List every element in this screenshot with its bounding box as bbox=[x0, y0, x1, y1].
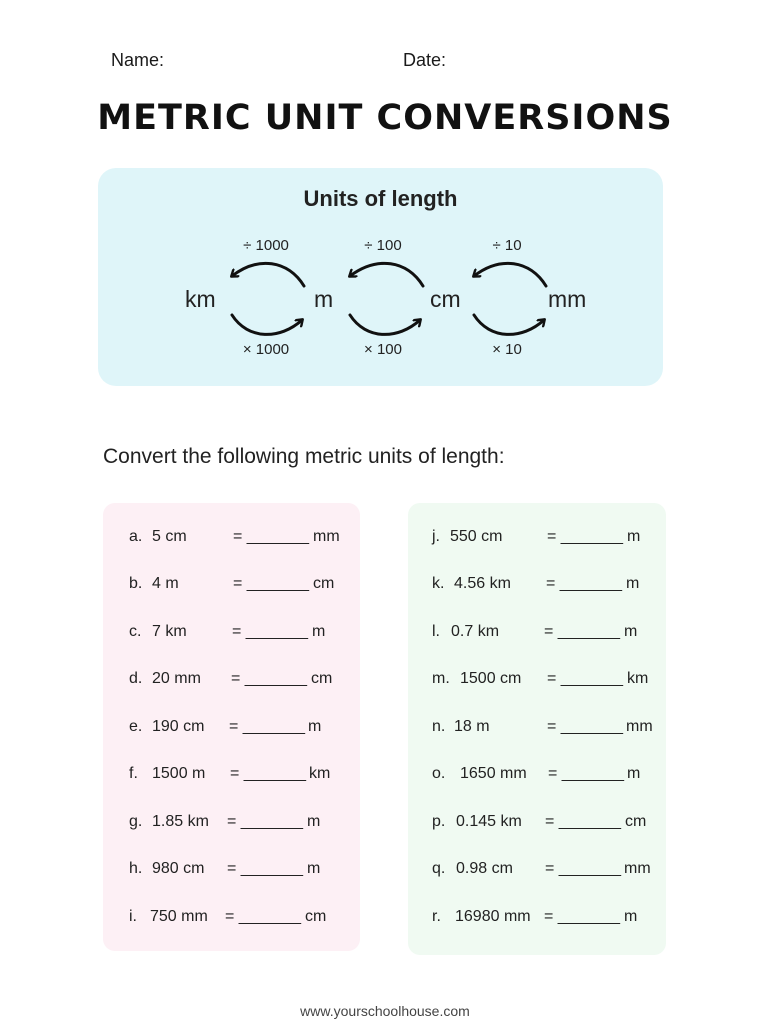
problem-a bbox=[103, 528, 360, 552]
answer-blank[interactable]: = _______ bbox=[231, 670, 308, 687]
problem-letter: l. bbox=[432, 623, 440, 640]
problem-letter: f. bbox=[129, 765, 138, 782]
divide-label-cm-mm: ÷ 10 bbox=[492, 237, 522, 254]
problem-value: 4.56 km bbox=[454, 575, 511, 592]
answer-blank[interactable]: = _______ bbox=[544, 623, 621, 640]
arrow-right-cm-to-mm bbox=[474, 315, 544, 334]
problem-letter: d. bbox=[129, 670, 143, 687]
problem-h bbox=[103, 860, 360, 884]
problem-letter: a. bbox=[129, 528, 143, 545]
problem-q bbox=[408, 860, 666, 884]
problem-i bbox=[103, 908, 360, 932]
target-unit: m bbox=[307, 860, 321, 877]
arrow-right-m-to-cm bbox=[350, 315, 420, 334]
answer-blank[interactable]: = _______ bbox=[547, 718, 624, 735]
answer-blank[interactable]: = _______ bbox=[225, 908, 302, 925]
answer-blank[interactable]: = _______ bbox=[547, 528, 624, 545]
divide-label-m-cm: ÷ 100 bbox=[364, 237, 402, 254]
problem-value: 7 km bbox=[152, 623, 187, 640]
target-unit: m bbox=[627, 528, 641, 545]
problem-value: 550 cm bbox=[450, 528, 503, 545]
problem-value: 190 cm bbox=[152, 718, 205, 735]
unit-mm: mm bbox=[548, 286, 587, 312]
problem-e bbox=[103, 718, 360, 742]
target-unit: km bbox=[627, 670, 649, 687]
target-unit: cm bbox=[313, 575, 335, 592]
divide-label-km-m: ÷ 1000 bbox=[243, 237, 289, 254]
answer-blank[interactable]: = _______ bbox=[548, 765, 625, 782]
answer-blank[interactable]: = _______ bbox=[232, 623, 309, 640]
problem-value: 1.85 km bbox=[152, 813, 209, 830]
answer-blank[interactable]: = _______ bbox=[233, 528, 310, 545]
target-unit: m bbox=[626, 575, 640, 592]
problem-letter: m. bbox=[432, 670, 450, 687]
problem-letter: e. bbox=[129, 718, 143, 735]
problem-letter: r. bbox=[432, 908, 441, 925]
conversion-arrows bbox=[98, 168, 663, 386]
problem-n bbox=[408, 718, 666, 742]
target-unit: m bbox=[627, 765, 641, 782]
footer-url: www.yourschoolhouse.com bbox=[300, 1003, 470, 1019]
arrow-right-km-to-m bbox=[232, 315, 302, 334]
units-of-length-box bbox=[98, 168, 663, 386]
right-problem-panel bbox=[408, 503, 666, 955]
problem-r bbox=[408, 908, 666, 932]
target-unit: cm bbox=[311, 670, 333, 687]
problem-letter: n. bbox=[432, 718, 446, 735]
target-unit: km bbox=[309, 765, 331, 782]
answer-blank[interactable]: = _______ bbox=[227, 813, 304, 830]
problem-o bbox=[408, 765, 666, 789]
answer-blank[interactable]: = _______ bbox=[545, 813, 622, 830]
target-unit: mm bbox=[626, 718, 653, 735]
problem-l bbox=[408, 623, 666, 647]
target-unit: mm bbox=[624, 860, 651, 877]
page-title: METRIC UNIT CONVERSIONS bbox=[97, 98, 673, 138]
answer-blank[interactable]: = _______ bbox=[544, 908, 621, 925]
problem-letter: c. bbox=[129, 623, 142, 640]
problem-value: 20 mm bbox=[152, 670, 201, 687]
answer-blank[interactable]: = _______ bbox=[230, 765, 307, 782]
problem-value: 4 m bbox=[152, 575, 179, 592]
problem-letter: k. bbox=[432, 575, 445, 592]
target-unit: cm bbox=[625, 813, 647, 830]
problem-c bbox=[103, 623, 360, 647]
problem-p bbox=[408, 813, 666, 837]
target-unit: m bbox=[624, 908, 638, 925]
problem-f bbox=[103, 765, 360, 789]
target-unit: mm bbox=[313, 528, 340, 545]
problem-d bbox=[103, 670, 360, 694]
answer-blank[interactable]: = _______ bbox=[229, 718, 306, 735]
problem-value: 0.7 km bbox=[451, 623, 500, 640]
problem-value: 750 mm bbox=[150, 908, 208, 925]
problem-letter: i. bbox=[129, 908, 137, 925]
problem-letter: p. bbox=[432, 813, 446, 830]
arrow-left-mm-to-cm bbox=[474, 263, 546, 286]
target-unit: m bbox=[312, 623, 326, 640]
multiply-label-km-m: × 1000 bbox=[242, 341, 290, 358]
unit-cm: cm bbox=[430, 286, 461, 312]
problem-value: 0.98 cm bbox=[456, 860, 513, 877]
problem-value: 18 m bbox=[454, 718, 490, 735]
answer-blank[interactable]: = _______ bbox=[227, 860, 304, 877]
units-box-title: Units of length bbox=[303, 186, 458, 211]
target-unit: m bbox=[624, 623, 638, 640]
problem-value: 0.145 km bbox=[456, 813, 522, 830]
answer-blank[interactable]: = _______ bbox=[547, 670, 624, 687]
problem-letter: g. bbox=[129, 813, 143, 830]
answer-blank[interactable]: = _______ bbox=[545, 860, 622, 877]
target-unit: cm bbox=[305, 908, 327, 925]
problem-value: 5 cm bbox=[152, 528, 187, 545]
target-unit: m bbox=[308, 718, 322, 735]
problem-letter: b. bbox=[129, 575, 143, 592]
multiply-label-m-cm: × 100 bbox=[364, 341, 402, 358]
arrow-left-cm-to-m bbox=[350, 263, 423, 286]
left-problem-panel bbox=[103, 503, 360, 951]
problem-letter: o. bbox=[432, 765, 446, 782]
problem-j bbox=[408, 528, 666, 552]
problem-letter: q. bbox=[432, 860, 446, 877]
answer-blank[interactable]: = _______ bbox=[233, 575, 310, 592]
arrow-left-m-to-km bbox=[232, 263, 304, 286]
problem-k bbox=[408, 575, 666, 599]
answer-blank[interactable]: = _______ bbox=[546, 575, 623, 592]
problem-value: 1500 cm bbox=[460, 670, 522, 687]
unit-m: m bbox=[314, 286, 334, 312]
problem-value: 1500 m bbox=[152, 765, 206, 782]
multiply-label-cm-mm: × 10 bbox=[492, 341, 522, 358]
unit-km: km bbox=[185, 286, 216, 312]
problem-g bbox=[103, 813, 360, 837]
target-unit: m bbox=[307, 813, 321, 830]
problem-value: 16980 mm bbox=[455, 908, 531, 925]
instructions: Convert the following metric units of length: bbox=[103, 445, 505, 468]
name-label: Name: bbox=[111, 50, 165, 70]
problem-letter: j. bbox=[432, 528, 440, 545]
problem-value: 1650 mm bbox=[460, 765, 527, 782]
problem-m bbox=[408, 670, 666, 694]
problem-value: 980 cm bbox=[152, 860, 205, 877]
problem-letter: h. bbox=[129, 860, 143, 877]
date-label: Date: bbox=[403, 50, 447, 70]
problem-b bbox=[103, 575, 360, 599]
